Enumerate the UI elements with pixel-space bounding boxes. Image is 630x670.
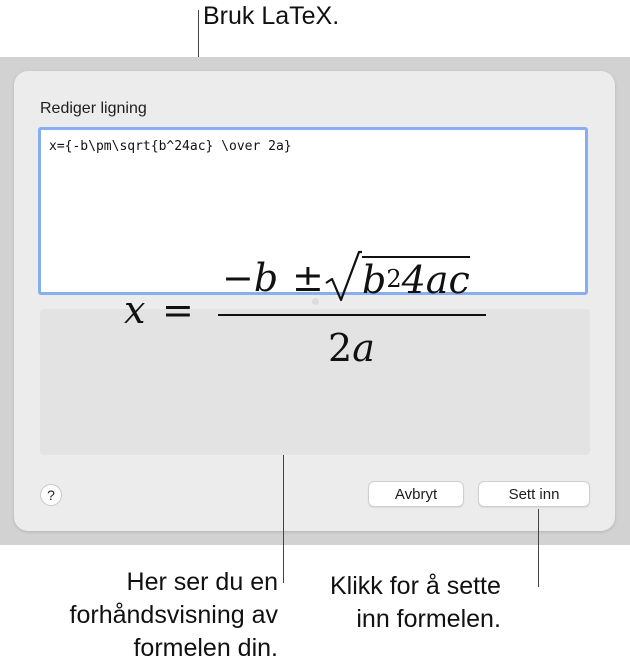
callout-leader-insert	[538, 509, 539, 587]
callout-leader-preview	[283, 455, 284, 583]
formula-plus-minus: ±	[292, 256, 324, 300]
fraction-bar	[218, 314, 486, 316]
callout-use-latex: Bruk LaTeX.	[203, 2, 340, 30]
callout-preview-line: Her ser du en	[126, 568, 278, 596]
formula-equals: =	[162, 288, 194, 332]
formula-radicand: $b^24ac$	[362, 256, 470, 307]
callout-insert-line: inn formelen.	[356, 605, 501, 633]
help-button[interactable]: ?	[40, 484, 62, 506]
callout-preview-line: formelen din.	[133, 634, 278, 662]
formula-lhs: x	[124, 288, 146, 332]
insert-button[interactable]: Sett inn	[478, 481, 590, 507]
dialog-title: Rediger ligning	[40, 100, 147, 117]
radical-sign-icon	[322, 250, 362, 302]
callout-preview	[70, 566, 278, 665]
callout-preview-line: forhåndsvisning av	[69, 601, 278, 629]
formula-minus-b: −b	[222, 256, 279, 300]
callout-insert-line: Klikk for å sette	[330, 572, 501, 600]
callout-insert	[330, 570, 501, 636]
rendered-formula	[124, 248, 484, 378]
cancel-button[interactable]: Avbryt	[368, 481, 464, 507]
formula-denominator: 2a	[328, 326, 375, 370]
